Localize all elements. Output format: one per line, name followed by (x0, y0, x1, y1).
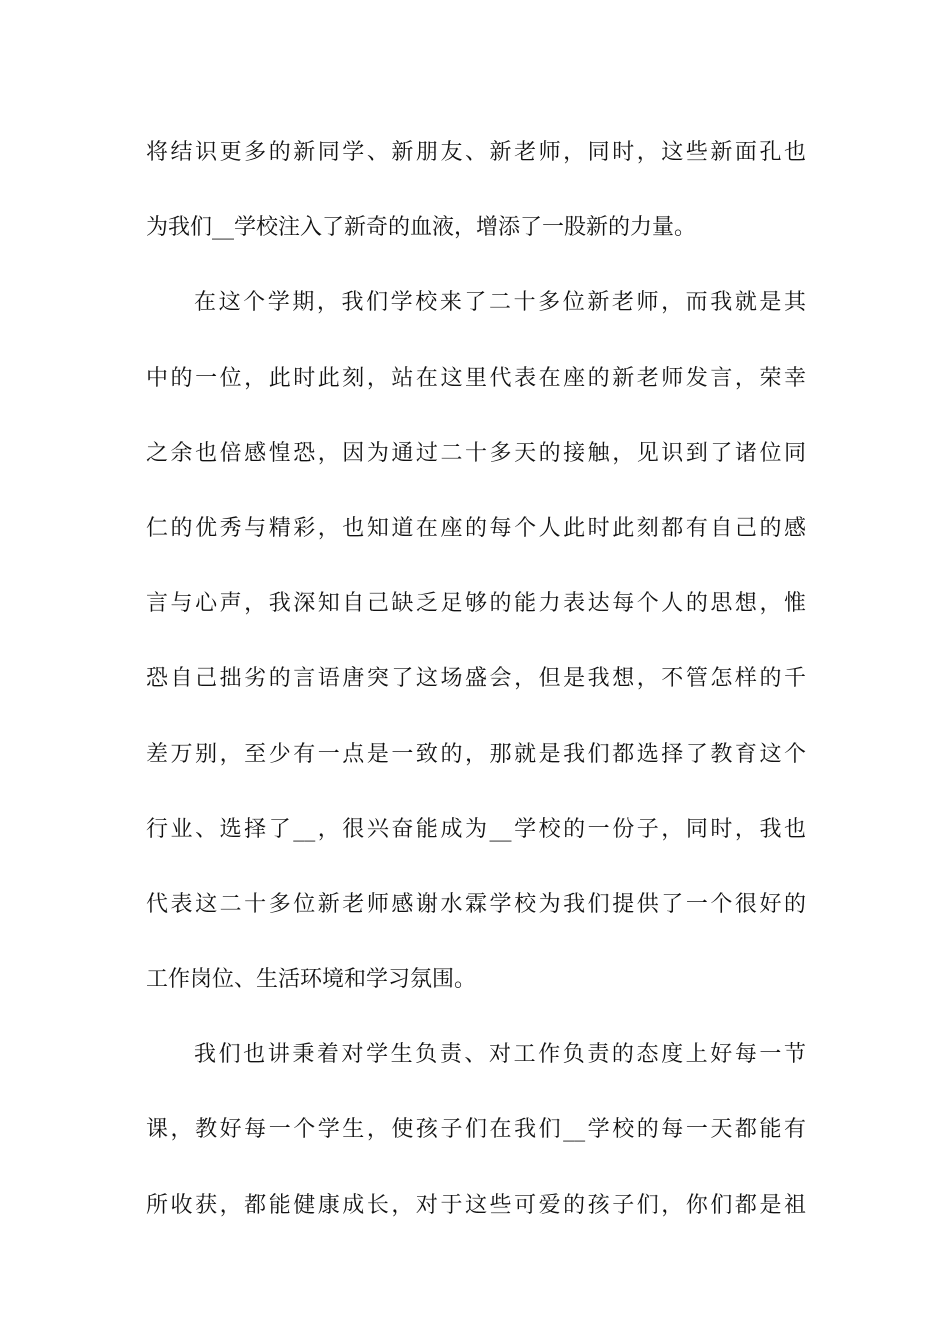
text-line: 所收获，都能健康成长，对于这些可爱的孩子们，你们都是祖 (146, 1192, 806, 1218)
text-line: 行业、选择了__，很兴奋能成为__学校的一份子，同时，我也 (146, 816, 806, 842)
text-line: 代表这二十多位新老师感谢水霖学校为我们提供了一个很好的 (146, 891, 806, 917)
text-line: 我们也讲秉着对学生负责、对工作负责的态度上好每一节 (194, 1042, 806, 1068)
text-line: 言与心声，我深知自己缺乏足够的能力表达每个人的思想，惟 (146, 591, 806, 617)
text-line: 工作岗位、生活环境和学习氛围。 (146, 967, 477, 993)
text-line: 仁的优秀与精彩，也知道在座的每个人此时此刻都有自己的感 (146, 515, 806, 541)
text-line: 中的一位，此时此刻，站在这里代表在座的新老师发言，荣幸 (146, 365, 806, 391)
text-line: 之余也倍感惶恐，因为通过二十多天的接触，见识到了诸位同 (146, 440, 806, 466)
text-line: 为我们__学校注入了新奇的血液，增添了一股新的力量。 (146, 215, 697, 241)
text-line: 恐自己拙劣的言语唐突了这场盛会，但是我想，不管怎样的千 (146, 666, 806, 692)
text-line: 将结识更多的新同学、新朋友、新老师，同时，这些新面孔也 (146, 140, 806, 165)
text-line: 课，教好每一个学生，使孩子们在我们__学校的每一天都能有 (146, 1117, 806, 1143)
speech-text (146, 128, 806, 1256)
text-line: 差万别，至少有一点是一致的，那就是我们都选择了教育这个 (146, 741, 806, 767)
text-line: 在这个学期，我们学校来了二十多位新老师，而我就是其 (194, 290, 806, 316)
